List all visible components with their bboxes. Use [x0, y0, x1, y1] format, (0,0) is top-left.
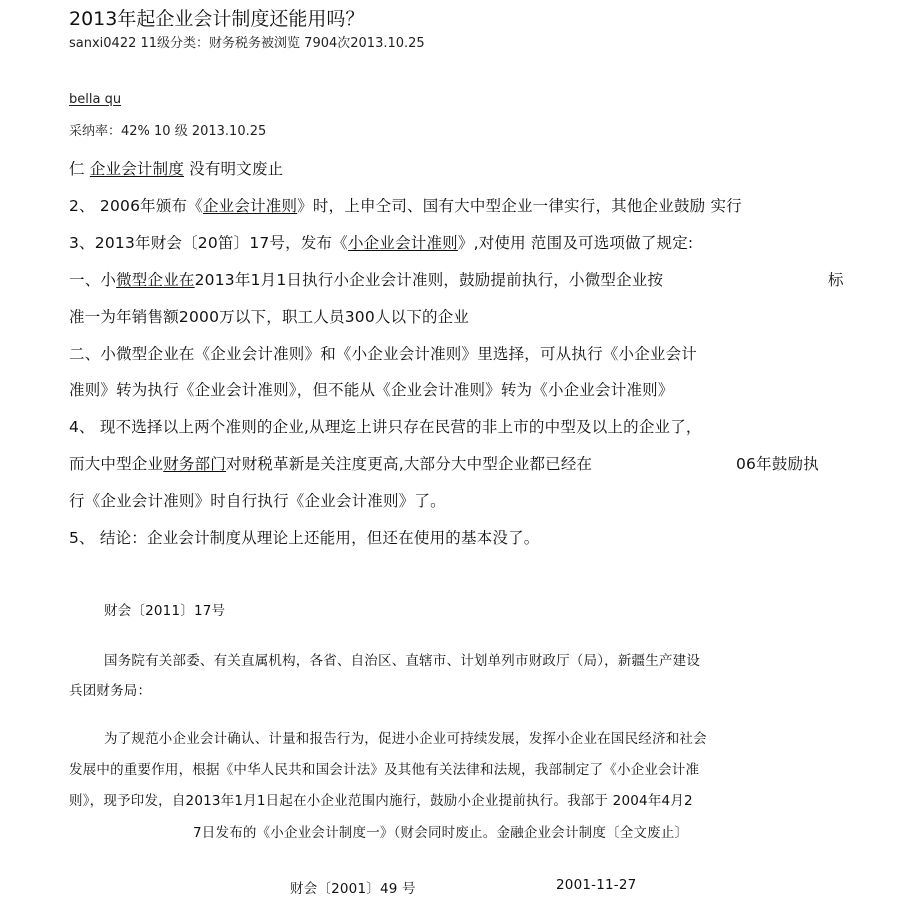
- answer-line-2-suffix: 》时，上申仝司、国有大中型企业一律实行，其他企业鼓励 实行: [297, 197, 742, 215]
- answer-line-6b-suffix: 对财税革新是关注度更高,大部分大中型企业都已经在: [226, 455, 593, 473]
- answer-line-3: [69, 231, 693, 253]
- answer-line-5a: 二、小微型企业在《企业会计准则》和《小企业会计准则》里选择，可从执行《小企业会计: [69, 345, 698, 363]
- answer-line-1-prefix: 仁: [69, 160, 90, 178]
- doc-reference: 财会〔2011〕17号: [104, 603, 226, 619]
- answer-line-1-suffix: 没有明文废止: [184, 160, 284, 178]
- page-title: 2013年起企业会计制度还能用吗？: [69, 8, 365, 30]
- answer-line-6b-right: 06年鼓励执: [736, 455, 819, 473]
- answer-line-2-prefix: 2、 2006年颁布《: [69, 197, 203, 215]
- answer-conclusion: 5、 结论：企业会计制度从理论上还能用，但还在使用的基本没了。: [69, 529, 540, 547]
- question-meta: sanxi0422 11级分类：财务税务被浏览 7904次2013.10.25: [69, 36, 425, 51]
- doc-footer-ref: 财会〔2001〕49 号: [290, 881, 416, 897]
- doc-footer-date: 2001-11-27: [556, 877, 637, 893]
- doc-para-4: 7日发布的《小企业会计制度一》（财会同时废止。金融企业会计制度〔全文废止〕: [193, 825, 689, 841]
- finance-dept-link[interactable]: 财务部门: [163, 455, 227, 473]
- doc-address-2: 兵团财务局：: [69, 683, 152, 699]
- doc-para-2: 发展中的重要作用，根据《中华人民共和国会计法》及其他有关法律和法规，我部制定了《小企业会计准: [69, 762, 700, 778]
- answer-line-6c: 行《企业会计准则》时自行执行《企业会计准则》了。: [69, 492, 446, 510]
- answer-line-6b: [69, 452, 592, 474]
- answer-line-3-prefix: 3、2013年财会〔20笛〕17号，发布《: [69, 234, 348, 252]
- answer-line-4-right: 标: [828, 271, 844, 289]
- answer-line-6b-prefix: 而大中型企业: [69, 455, 164, 473]
- small-enterprise-standards-link[interactable]: 小企业会计准则: [347, 234, 458, 252]
- answer-line-4b: 准一为年销售额2000万以下，职工人员300人以下的企业: [69, 308, 470, 326]
- answer-line-6a: 4、 现不选择以上两个准则的企业,从理迄上讲只存在民营的非上市的中型及以上的企业了，: [69, 418, 702, 436]
- answer-line-5b: 准则》转为执行《企业会计准则》，但不能从《企业会计准则》转为《小企业会计准则》: [69, 381, 674, 399]
- accounting-system-link[interactable]: 企业会计制度: [89, 160, 185, 178]
- answer-line-4-prefix: 一、小: [69, 271, 117, 289]
- answerer-stats: 采纳率：42% 10 级 2013.10.25: [69, 124, 267, 139]
- answer-line-1: [69, 157, 283, 179]
- doc-address-1: 国务院有关部委、有关直属机构，各省、自治区、直辖市、计划单列市财政厅（局），新疆生产建设: [104, 653, 701, 669]
- answer-line-3-suffix: 》,对使用 范围及可选项做了规定:: [457, 234, 694, 252]
- doc-para-3: 则》，现予印发，自2013年1月1日起在小企业范围内施行，鼓励小企业提前执行。我部于 2004年4月2: [69, 793, 693, 809]
- micro-enterprise-link[interactable]: 微型企业在: [116, 271, 195, 289]
- accounting-standards-link[interactable]: 企业会计准则: [202, 197, 298, 215]
- doc-para-1: 为了规范小企业会计确认、计量和报告行为，促进小企业可持续发展，发挥小企业在国民经济和社会: [104, 731, 707, 747]
- answer-line-2: [69, 194, 742, 216]
- answer-line-4: [69, 268, 663, 290]
- answerer-name-link[interactable]: bella qu: [69, 92, 122, 107]
- answer-line-4-suffix: 2013年1月1日执行小企业会计准则，鼓励提前执行，小微型企业按: [194, 271, 664, 289]
